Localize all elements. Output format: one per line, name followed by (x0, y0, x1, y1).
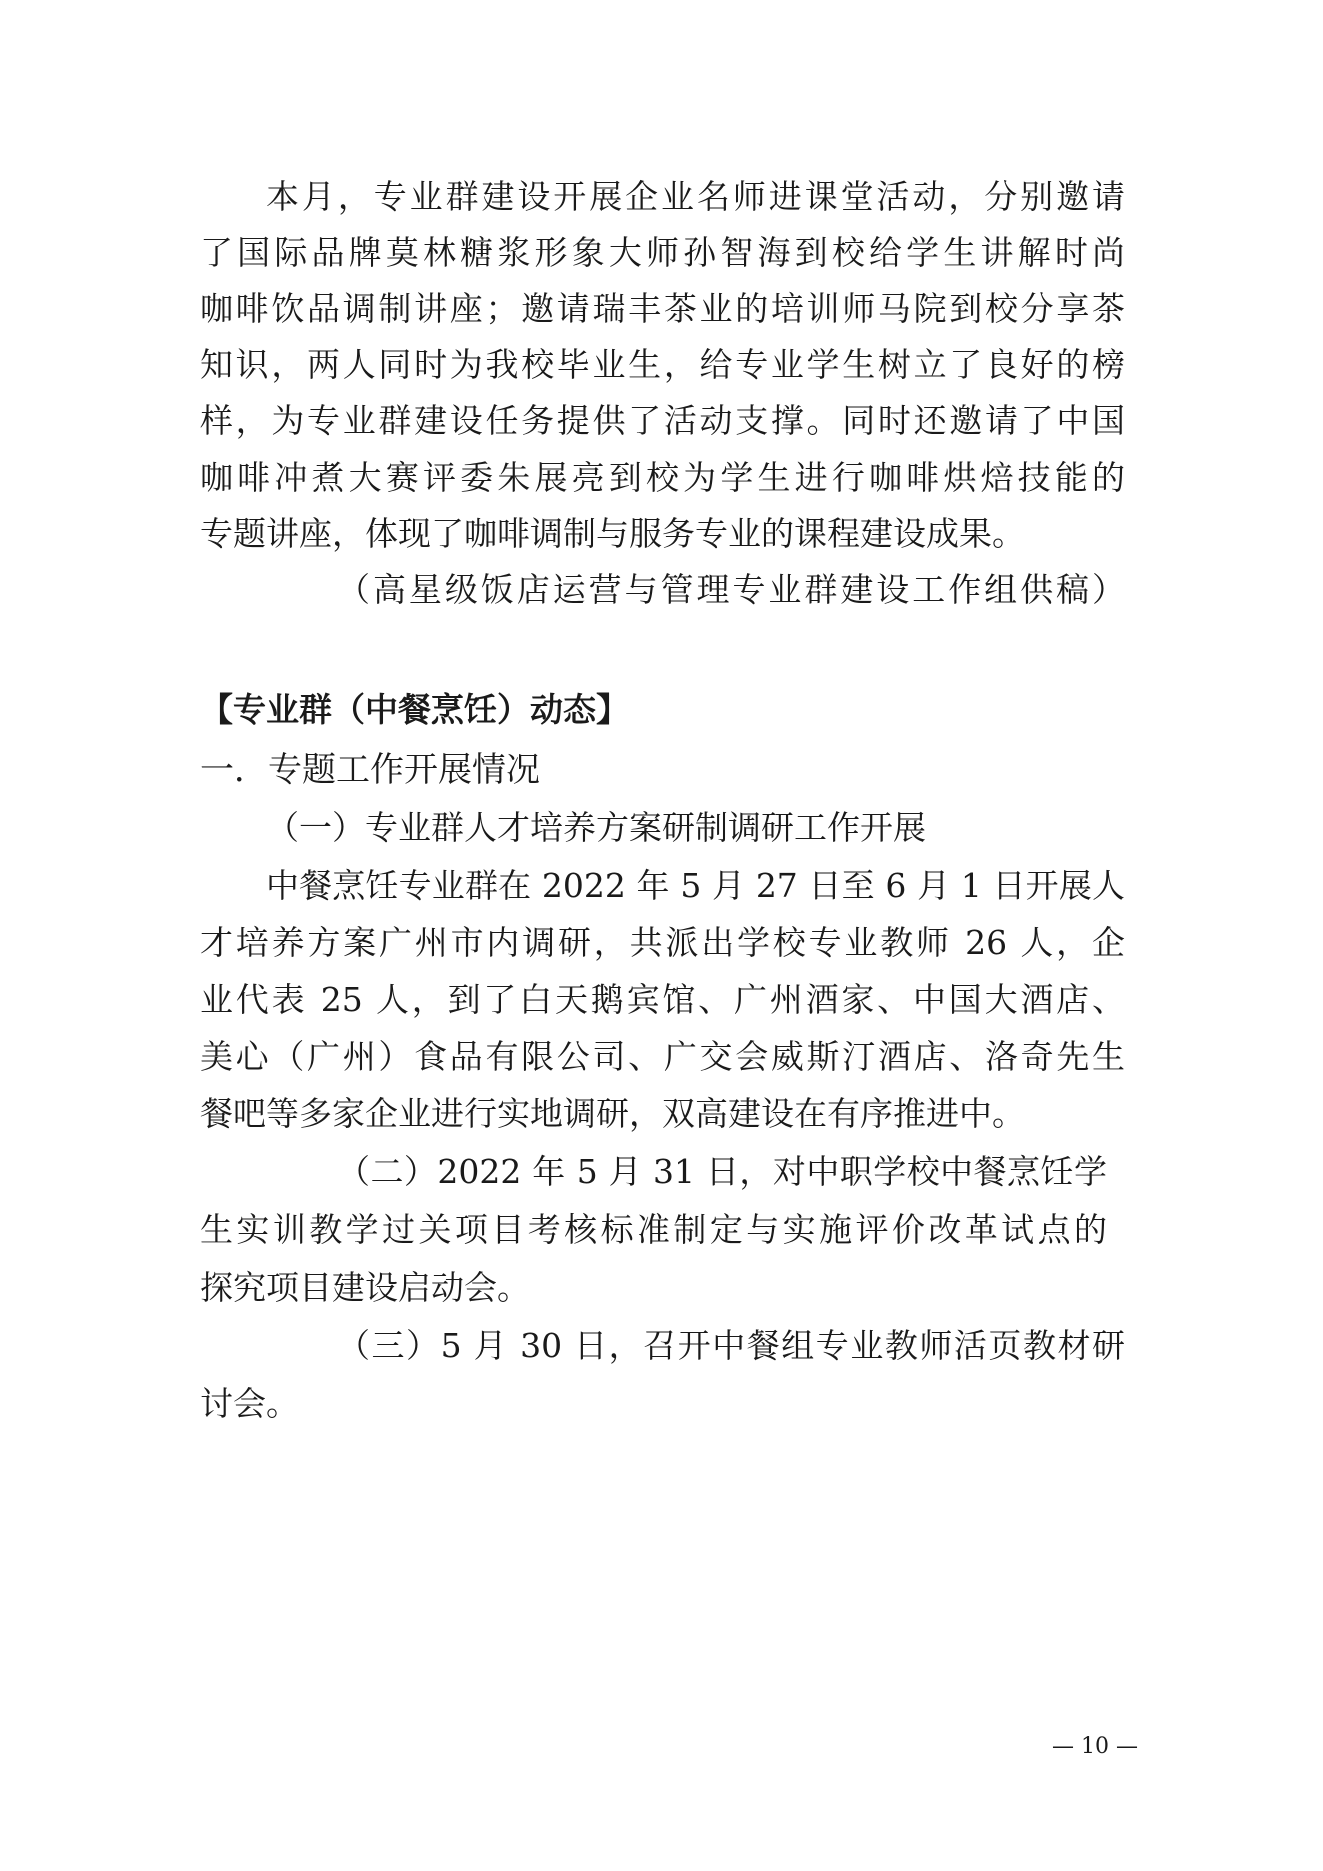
paragraph-line: 中餐烹饪专业群在 2022 年 5 月 27 日至 6 月 1 日开展人 (266, 866, 1125, 905)
paragraph-line: 讨会。 (200, 1384, 299, 1423)
paragraph-line: 知识，两人同时为我校毕业生，给专业学生树立了良好的榜 (200, 345, 1125, 384)
paragraph-line: 业代表 25 人，到了白天鹅宾馆、广州酒家、中国大酒店、 (200, 980, 1125, 1019)
paragraph-line: 专题讲座，体现了咖啡调制与服务专业的课程建设成果。 (200, 514, 1025, 553)
credit-line: （高星级饭店运营与管理专业群建设工作组供稿） (337, 570, 1125, 609)
paragraph-line: 样，为专业群建设任务提供了活动支撑。同时还邀请了中国 (200, 401, 1125, 440)
item-title: （一）专业群人才培养方案研制调研工作开展 (266, 808, 926, 847)
page-number: — 10 — (1052, 1734, 1138, 1759)
paragraph-line: （三）5 月 30 日，召开中餐组专业教师活页教材研 (337, 1326, 1125, 1365)
paragraph-line: 了国际品牌莫林糖浆形象大师孙智海到校给学生讲解时尚 (200, 233, 1125, 272)
paragraph-line: 咖啡饮品调制讲座；邀请瑞丰茶业的培训师马院到校分享茶 (200, 289, 1125, 328)
section-title: 【专业群（中餐烹饪）动态】 (200, 690, 629, 729)
paragraph-line: 探究项目建设启动会。 (200, 1268, 530, 1307)
section-subtitle: 一．专题工作开展情况 (200, 750, 540, 790)
paragraph-line: 本月，专业群建设开展企业名师进课堂活动，分别邀请 (266, 177, 1125, 216)
paragraph-line: （二）2022 年 5 月 31 日，对中职学校中餐烹饪学 (337, 1152, 1107, 1191)
paragraph-line: 美心（广州）食品有限公司、广交会威斯汀酒店、洛奇先生 (200, 1037, 1125, 1076)
paragraph-line: 才培养方案广州市内调研，共派出学校专业教师 26 人，企 (200, 923, 1125, 962)
paragraph-line: 咖啡冲煮大赛评委朱展亮到校为学生进行咖啡烘焙技能的 (200, 458, 1125, 497)
paragraph-line: 餐吧等多家企业进行实地调研，双高建设在有序推进中。 (200, 1094, 1025, 1133)
paragraph-line: 生实训教学过关项目考核标准制定与实施评价改革试点的 (200, 1210, 1107, 1249)
